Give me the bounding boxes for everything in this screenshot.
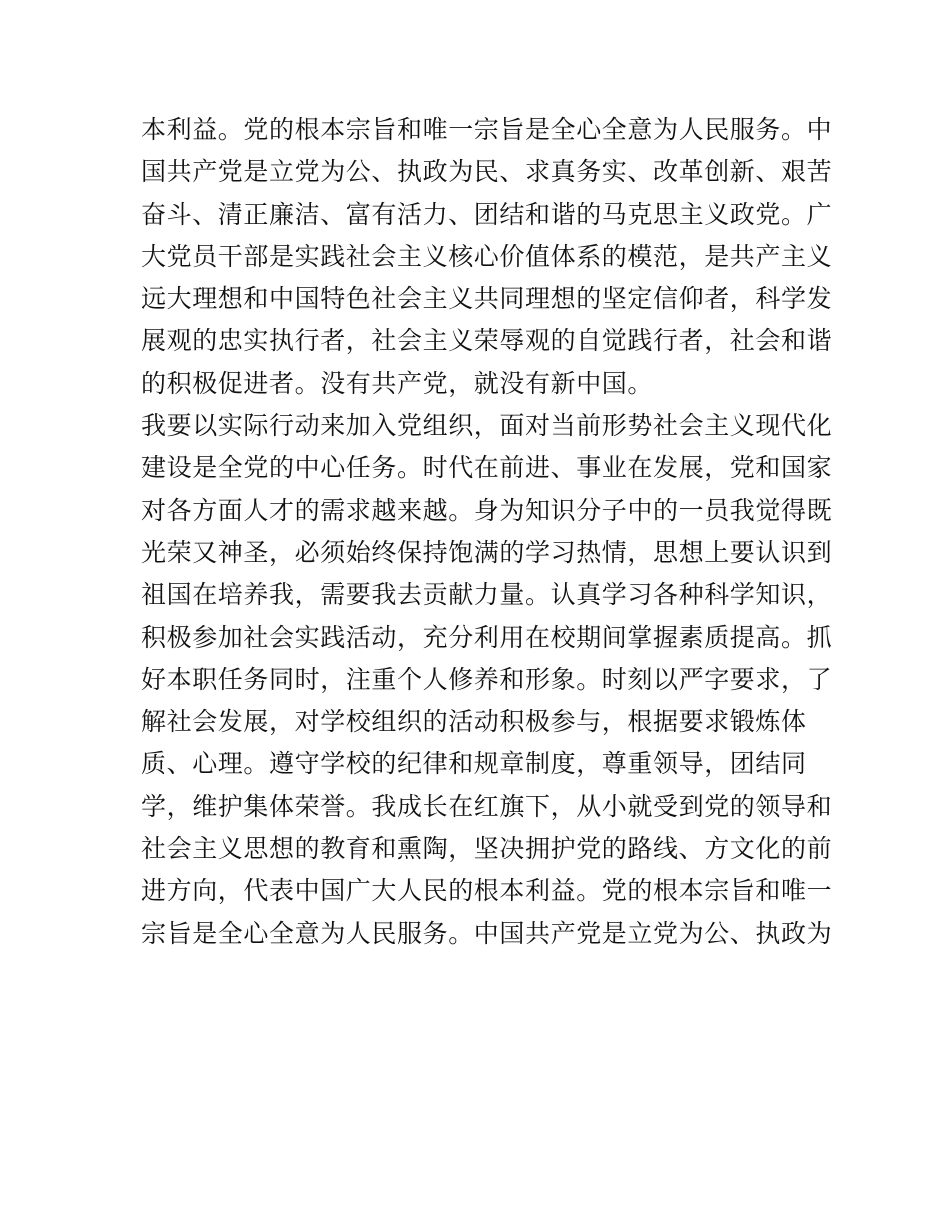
text-line: 本利益。党的根本宗旨和唯一宗旨是全心全意为人民服务。中: [141, 115, 833, 144]
text-line: 大党员干部是实践社会主义核心价值体系的模范，是共产主义: [141, 241, 833, 271]
text-line: 好本职任务同时，注重个人修养和形象。时刻以严字要求，了: [141, 664, 833, 694]
text-line: 我要以实际行动来加入党组织，面对当前形势社会主义现代化: [141, 411, 833, 441]
text-line: 国共产党是立党为公、执政为民、求真务实、改革创新、艰苦: [141, 157, 833, 187]
text-line: 学，维护集体荣誉。我成长在红旗下，从小就受到党的领导和: [141, 791, 833, 821]
text-line: 奋斗、清正廉洁、富有活力、团结和谐的马克思主义政党。广: [141, 199, 833, 229]
text-line: 宗旨是全心全意为人民服务。中国共产党是立党为公、执政为: [141, 918, 833, 948]
body-text: [141, 109, 841, 955]
text-line: 社会主义思想的教育和熏陶，坚决拥护党的路线、方文化的前: [141, 834, 833, 864]
text-line: 建设是全党的中心任务。时代在前进、事业在发展，党和国家: [141, 453, 833, 483]
text-line: 的积极促进者。没有共产党，就没有新中国。: [141, 368, 654, 398]
text-line: 光荣又神圣，必须始终保持饱满的学习热情，思想上要认识到: [141, 537, 833, 567]
text-line: 对各方面人才的需求越来越。身为知识分子中的一员我觉得既: [141, 495, 833, 525]
text-line: 远大理想和中国特色社会主义共同理想的坚定信仰者，科学发: [141, 284, 833, 314]
text-line: 进方向，代表中国广大人民的根本利益。党的根本宗旨和唯一: [141, 876, 833, 906]
text-line: 积极参加社会实践活动，充分利用在校期间掌握素质提高。抓: [141, 622, 833, 652]
text-line: 展观的忠实执行者，社会主义荣辱观的自觉践行者，社会和谐: [141, 326, 833, 356]
text-line: 解社会发展，对学校组织的活动积极参与，根据要求锻炼体: [141, 707, 807, 737]
text-line: 质、心理。遵守学校的纪律和规章制度，尊重领导，团结同: [141, 749, 807, 779]
text-line: 祖国在培养我，需要我去贡献力量。认真学习各种科学知识，: [141, 580, 833, 610]
